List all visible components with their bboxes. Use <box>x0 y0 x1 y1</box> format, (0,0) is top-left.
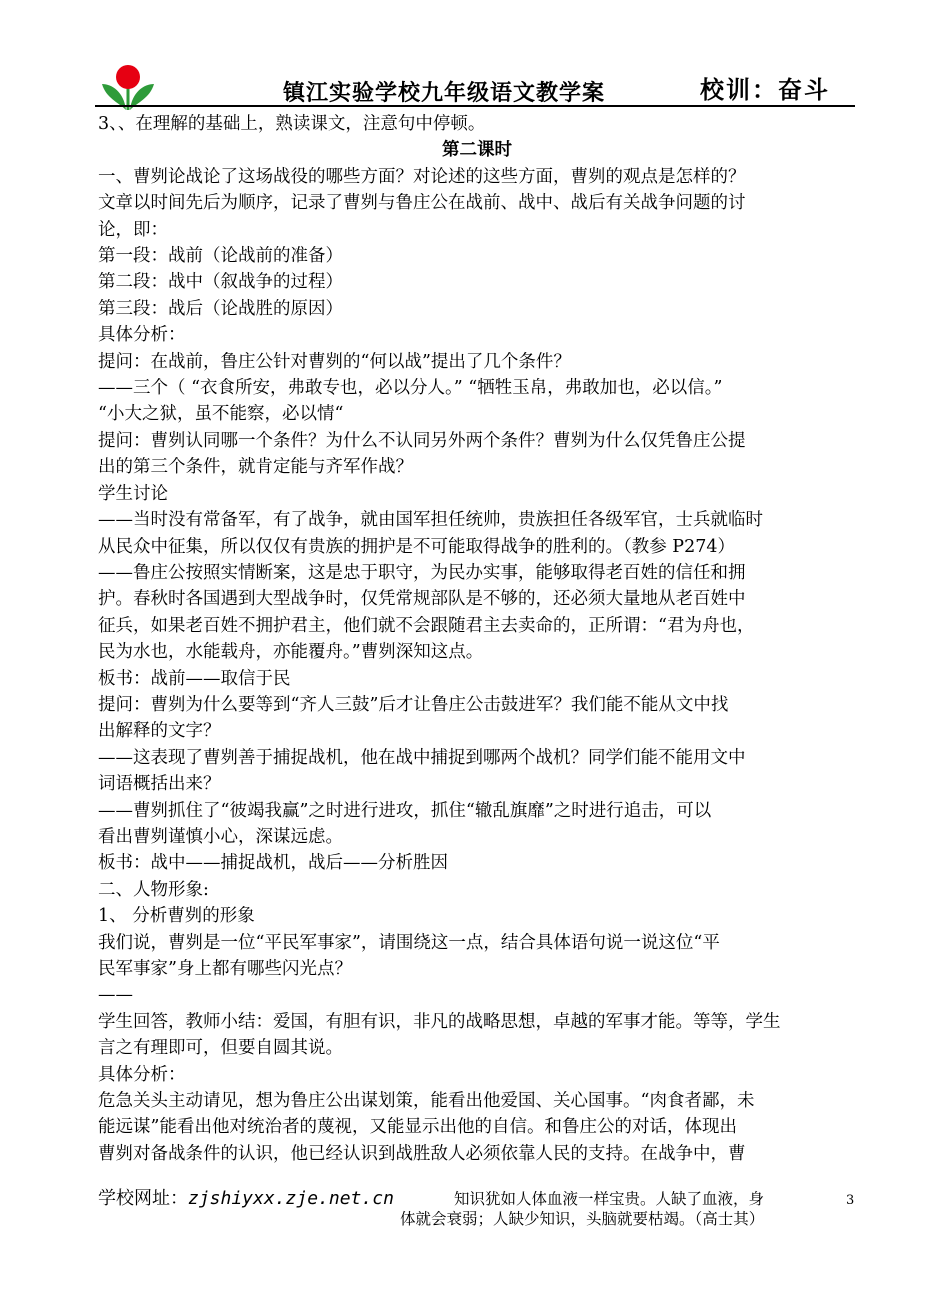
text-line: 提问：曹刿为什么要等到“齐人三鼓”后才让鲁庄公击鼓进军？我们能不能从文中找 <box>98 694 729 715</box>
school-website <box>98 1189 394 1208</box>
website-url: zjshiyxx.zje.net.cn <box>188 1188 394 1209</box>
text-line: ——这表现了曹刿善于捕捉战机，他在战中捕捉到哪两个战机？同学们能不能用文中 <box>98 747 746 768</box>
text-line: 第三段：战后（论战胜的原因） <box>98 298 343 319</box>
text-line: 能远谋”能看出他对统治者的蔑视，又能显示出他的自信。和鲁庄公的对话，体现出 <box>98 1117 737 1138</box>
text-line: 民军事家”身上都有哪些闪光点？ <box>98 959 352 979</box>
text-line: ——曹刿抓住了“彼竭我赢”之时进行进攻，抓住“辙乱旗靡”之时进行追击，可以 <box>98 800 712 821</box>
text-line: 曹刿对备战条件的认识，他已经认识到战胜敌人必须依靠人民的支持。在战争中，曹 <box>98 1143 746 1164</box>
text-line: 文章以时间先后为顺序，记录了曹刿与鲁庄公在战前、战中、战后有关战争问题的讨 <box>98 193 746 214</box>
text-line: ——三个（ “衣食所安，弗敢专也，必以分人。” “牺牲玉帛，弗敢加也，必以信。” <box>98 378 723 399</box>
text-line: 第二段：战中（叙战争的过程） <box>98 272 343 293</box>
text-line: 板书：战中——捕捉战机，战后——分析胜因 <box>98 853 448 874</box>
text-line: ——鲁庄公按照实情断案，这是忠于职守，为民办实事，能够取得老百姓的信任和拥 <box>98 562 746 583</box>
header-divider <box>95 105 855 107</box>
website-label: 学校网址： <box>98 1188 188 1209</box>
text-line: 危急关头主动请见，想为鲁庄公出谋划策，能看出他爱国、关心国事。“肉食者鄙，未 <box>98 1091 755 1112</box>
school-motto: 校训：奋斗 <box>700 75 830 104</box>
text-line: 言之有理即可，但要自圆其说。 <box>98 1038 343 1059</box>
text-line: 板书：战前——取信于民 <box>98 668 291 689</box>
lesson-content <box>98 111 856 1167</box>
text-line: ——当时没有常备军，有了战争，就由国军担任统帅，贵族担任各级军官，士兵就临时 <box>98 510 763 531</box>
text-line: 出解释的文字？ <box>98 721 221 742</box>
text-line: 从民众中征集，所以仅仅有贵族的拥护是不可能取得战争的胜利的。（教参 P274） <box>98 536 735 557</box>
school-title: 镇江实验学校九年级语文教学案 <box>283 80 606 106</box>
page-number: 3 <box>846 1193 855 1208</box>
footer-quote-line-2: 体就会衰弱；人缺少知识，头脑就要枯竭。（高士其） <box>400 1210 765 1228</box>
text-line: 具体分析： <box>98 325 186 346</box>
text-line: 提问：曹刿认同哪一个条件？为什么不认同另外两个条件？曹刿为什么仅凭鲁庄公提 <box>98 430 746 451</box>
text-line: 我们说，曹刿是一位“平民军事家”，请围绕这一点，结合具体语句说一说这位“平 <box>98 932 720 953</box>
text-line: 二、人物形象: <box>98 879 209 900</box>
text-line: 词语概括出来？ <box>98 774 221 795</box>
text-line: 一、曹刿论战论了这场战役的哪些方面？对论述的这些方面，曹刿的观点是怎样的？ <box>98 166 746 187</box>
text-line: 护。春秋时各国遇到大型战争时，仅凭常规部队是不够的，还必须大量地从老百姓中 <box>98 589 746 610</box>
section-heading: 第二课时 <box>442 140 512 161</box>
text-line: 学生讨论 <box>98 483 168 504</box>
text-line: 3、、在理解的基础上，熟读课文，注意句中停顿。 <box>98 114 486 134</box>
text-line: 看出曹刿谨慎小心，深谋远虑。 <box>98 826 343 847</box>
text-line: 第一段：战前（论战前的准备） <box>98 246 343 267</box>
page-header <box>95 60 855 110</box>
text-line: 学生回答，教师小结：爱国，有胆有识，非凡的战略思想，卓越的军事才能。等等，学生 <box>98 1011 781 1032</box>
text-line: 提问：在战前，鲁庄公针对曹刿的“何以战”提出了几个条件？ <box>98 351 571 372</box>
text-line: 论，即： <box>98 219 168 240</box>
text-line: 民为水也，水能载舟，亦能覆舟。”曹刿深知这点。 <box>98 642 484 663</box>
text-line: 具体分析： <box>98 1064 186 1085</box>
text-line: —— <box>98 985 133 1006</box>
page-footer <box>98 1185 858 1245</box>
text-line: “小大之狱，虽不能察，必以情“ <box>98 404 344 425</box>
text-line: 出的第三个条件，就肯定能与齐军作战？ <box>98 457 413 478</box>
footer-quote-line-1: 知识犹如人体血液一样宝贵。人缺了血液，身 <box>454 1190 765 1208</box>
text-line: 1、 分析曹刿的形象 <box>98 906 255 927</box>
text-line: 征兵，如果老百姓不拥护君主，他们就不会跟随君主去卖命的，正所谓：“君为舟也， <box>98 615 755 636</box>
